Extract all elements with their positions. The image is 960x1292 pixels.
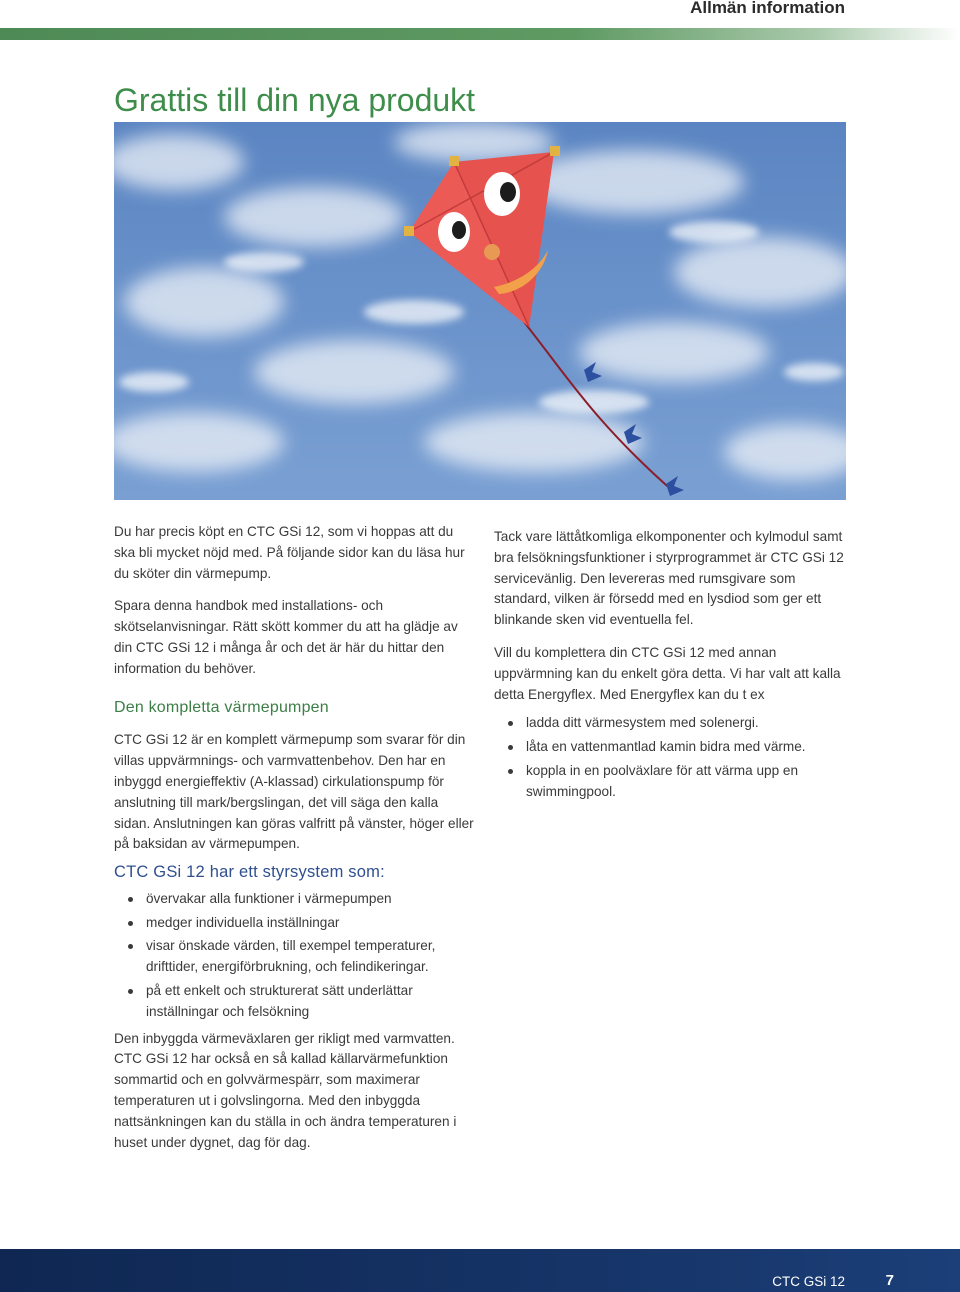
intro-paragraph-1: Du har precis köpt en CTC GSi 12, som vi hoppas att du ska bli mycket nöjd med. På följande sidor kan du läsa hur du sköter din värmepump. (114, 524, 465, 581)
section-heading-control-system: CTC GSi 12 har ett styrsystem som: (114, 863, 385, 881)
energyflex-paragraph: Vill du komplettera din CTC GSi 12 med annan uppvärmning kan du enkelt göra detta. Vi har valt att kalla detta Energyflex. Med Energyflex kan du t ex (494, 644, 841, 702)
control-system-list (114, 889, 474, 1023)
page-number: 7 (885, 1272, 894, 1289)
header-bar (0, 28, 960, 40)
list-item: visar önskade värden, till exempel temperaturer, drifttider, energiförbrukning, och felindikeringar. (114, 936, 474, 978)
footer-product-name: CTC GSi 12 (772, 1274, 845, 1289)
page-title: Grattis till din nya produkt (114, 82, 476, 118)
list-item: låta en vattenmantlad kamin bidra med värme. (494, 737, 846, 758)
service-paragraph: Tack vare lättåtkomliga elkomponenter och kylmodul samt bra felsökningsfunktioner i styrprogrammet är CTC GSi 12 servicevänlig. Den levereras med rumsgivare som standard, vilken är försedd med en lysdiod som ger ett blinkande sken vid eventuella fel. (494, 529, 844, 628)
list-item: övervakar alla funktioner i värmepumpen (114, 889, 474, 910)
list-item: ladda ditt värmesystem med solenergi. (494, 713, 846, 734)
list-item: på ett enkelt och strukturerat sätt underlättar inställningar och felsökning (114, 981, 474, 1023)
intro-paragraph-2: Spara denna handbok med installations- och skötselanvisningar. Rätt skött kommer du att ha glädje av din CTC GSi 12 i många år och det är här du hittar den information du behöver. (114, 598, 458, 676)
list-item: koppla in en poolväxlare för att värma upp en swimmingpool. (494, 761, 846, 803)
left-column (114, 522, 474, 855)
control-system-section (114, 862, 474, 1153)
section-label: Allmän information (690, 0, 845, 17)
kite-photo (114, 122, 846, 500)
section-body-complete-heat-pump: CTC GSi 12 är en komplett värmepump som svarar för din villas uppvärmnings- och varmvattenbehov. Den har en inbyggd energieffektiv (A-klassad) cirkulationspump för anslutning till mark/bergslingan, det vill säga den kalla sidan. Anslutningen kan göras valfritt på vänster, höger eller på baksidan av värmepumpen. (114, 732, 474, 852)
section-heading-complete-heat-pump: Den kompletta värmepumpen (114, 698, 329, 716)
energyflex-list (494, 713, 846, 802)
list-item: medger individuella inställningar (114, 913, 474, 934)
right-column (494, 527, 846, 806)
control-system-body: Den inbyggda värmeväxlaren ger rikligt med varmvatten. CTC GSi 12 har också en så kallad källarvärmefunktion sommartid och en golvvärmespärr, som maximerar temperaturen ut i golvslingorna. Med den inbyggda nattsänkningen kan du ställa in och ändra temperaturen i huset under dygnet, dag för dag. (114, 1030, 457, 1150)
